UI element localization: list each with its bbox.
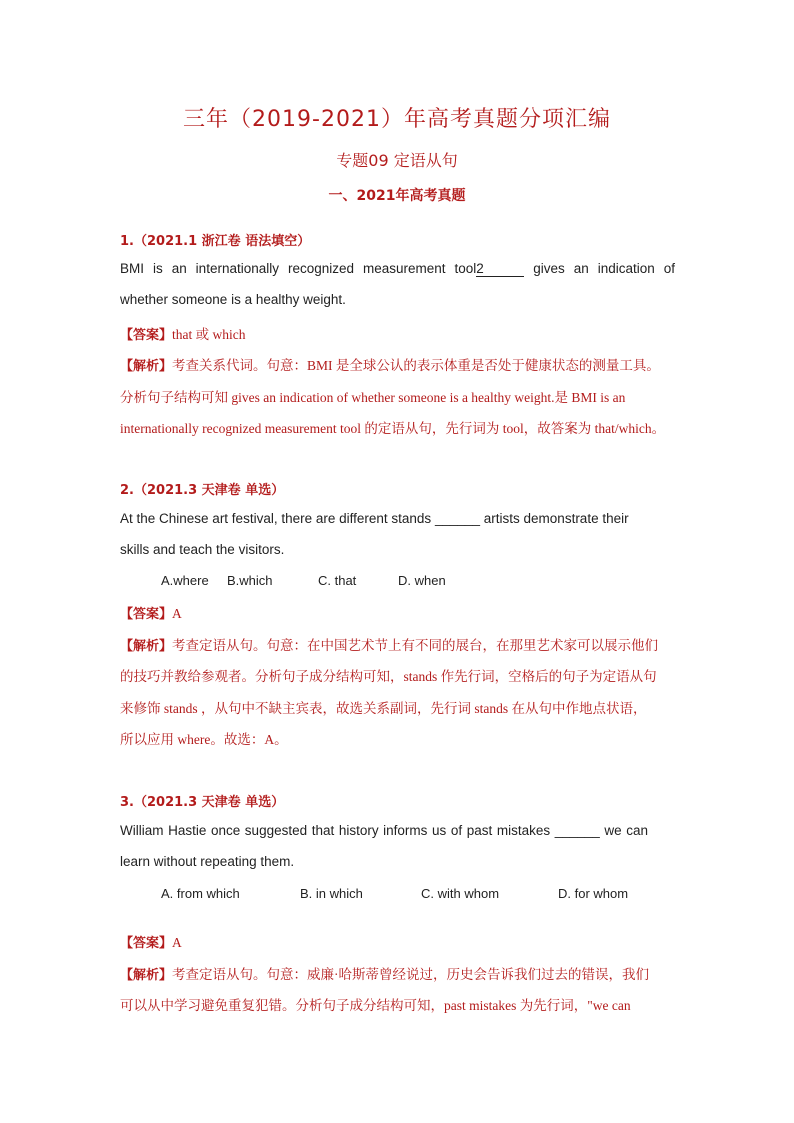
question-2-option-b: B.which [227, 573, 273, 588]
answer-tag: 【答案】 [120, 607, 173, 622]
question-3-analysis-line-2: 可以从中学习避免重复犯错。分析句子成分结构可知，past mistakes 为先行词，"we can [120, 998, 631, 1013]
question-2-blank: ______ [434, 511, 481, 526]
analysis-text: 考查定语从句。句意：在中国艺术节上有不同的展台，在那里艺术家可以展示他们 [172, 638, 659, 653]
question-2-analysis-line-2: 的技巧并教给参观者。分析句子成分结构可知，stands 作先行词，空格后的句子为定语从句 [120, 669, 657, 684]
question-3-stem-part-a: William Hastie once suggested that history informs us of past mistakes [120, 823, 551, 838]
answer-tag: 【答案】 [120, 936, 173, 951]
analysis-tag: 【解析】 [120, 359, 173, 374]
question-2-option-a: A.where [161, 573, 209, 588]
question-3-option-c: C. with whom [421, 886, 500, 901]
question-3-analysis-line-1 [120, 963, 649, 983]
question-3-option-b: B. in which [300, 886, 363, 901]
question-3-stem-line-2: learn without repeating them. [120, 854, 295, 869]
document-title: 三年（2019-2021）年高考真题分项汇编 [183, 107, 611, 132]
question-1-analysis-line-3: internationally recognized measurement tool 的定语从句，先行词为 tool，故答案为 that/which。 [120, 421, 666, 436]
question-1-stem-part-b: gives an indication of [533, 261, 675, 276]
question-1-blank: 2 [476, 262, 524, 277]
question-2-option-c: C. that [318, 573, 357, 588]
question-2-option-d: D. when [398, 573, 446, 588]
analysis-text: 考查定语从句。句意：威廉·哈斯蒂曾经说过，历史会告诉我们过去的错误，我们 [172, 967, 650, 982]
question-3-stem-part-b: we can [604, 823, 648, 838]
analysis-text: 考查关系代词。句意：BMI 是全球公认的表示体重是否处于健康状态的测量工具。 [172, 358, 660, 373]
section-heading: 一、2021年高考真题 [328, 188, 466, 204]
question-3-option-d: D. for whom [558, 886, 629, 901]
question-1-heading: 1.（2021.1 浙江卷 语法填空） [120, 234, 311, 249]
answer-value: that 或 which [172, 327, 246, 342]
question-2-stem-line-1 [120, 511, 629, 526]
question-3-option-a: A. from which [161, 886, 240, 901]
answer-value: A [172, 606, 182, 621]
question-2-answer [120, 603, 182, 622]
question-3-heading: 3.（2021.3 天津卷 单选） [120, 795, 285, 810]
question-3-stem-line-1 [120, 823, 648, 838]
analysis-tag: 【解析】 [120, 968, 173, 983]
question-2-analysis-line-3: 来修饰 stands ，从句中不缺主宾表，故选关系副词，先行词 stands 在从句中作地点状语， [120, 701, 647, 716]
question-1-stem-part-a: BMI is an internationally recognized measurement tool [120, 261, 477, 276]
question-2-analysis-line-1 [120, 634, 658, 654]
question-3-blank: ______ [554, 823, 600, 838]
question-1-analysis-line-1 [120, 354, 660, 374]
question-3-answer [120, 932, 182, 951]
question-1-answer [120, 323, 246, 343]
answer-tag: 【答案】 [120, 328, 173, 343]
question-2-stem-part-a: At the Chinese art festival, there are different stands [120, 511, 432, 526]
topic-subtitle: 专题09 定语从句 [336, 151, 458, 170]
question-2-analysis-line-4: 所以应用 where。故选：A。 [120, 732, 288, 747]
question-2-stem-line-2: skills and teach the visitors. [120, 542, 285, 557]
question-1-stem-line-2: whether someone is a healthy weight. [120, 292, 346, 307]
question-1-stem-line-1 [120, 261, 675, 277]
question-2-heading: 2.（2021.3 天津卷 单选） [120, 483, 285, 498]
analysis-tag: 【解析】 [120, 639, 173, 654]
answer-value: A [172, 935, 182, 950]
question-2-stem-part-b: artists demonstrate their [483, 511, 629, 526]
question-1-analysis-line-2: 分析句子结构可知 gives an indication of whether someone is a healthy weight.是 BMI is an [120, 390, 626, 405]
